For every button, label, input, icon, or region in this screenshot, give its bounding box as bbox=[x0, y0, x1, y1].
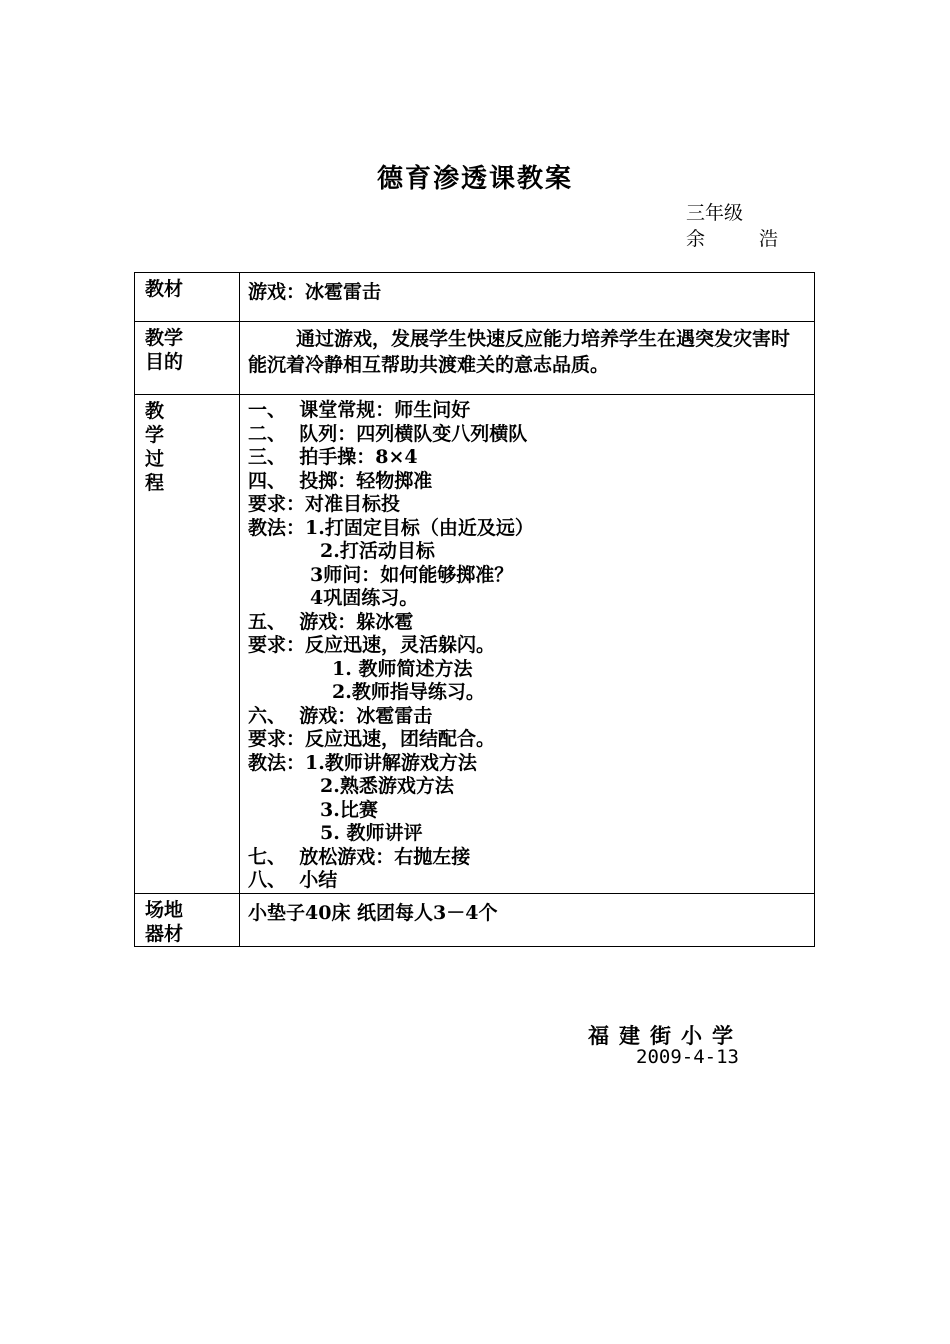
process-line: 2.熟悉游戏方法 bbox=[320, 775, 454, 797]
process-line: 四、 投掷：轻物掷准 bbox=[248, 469, 433, 492]
process-line: 一、 课堂常规：师生问好 bbox=[248, 399, 471, 421]
process-line: 要求：对准目标投 bbox=[248, 493, 401, 515]
table-row-process bbox=[135, 395, 815, 894]
equipment-label bbox=[135, 894, 240, 947]
goal-label-line-1: 教学 bbox=[145, 327, 184, 349]
goal-label-line-2: 目的 bbox=[145, 351, 184, 373]
material-value: 游戏：冰雹雷击 bbox=[240, 273, 815, 322]
process-steps bbox=[240, 395, 815, 894]
process-line: 2.打活动目标 bbox=[320, 540, 435, 562]
process-line: 3师问：如何能够掷准？ bbox=[310, 563, 514, 586]
process-line: 5. 教师讲评 bbox=[320, 822, 423, 844]
process-line: 二、 队列：四列横队变八列横队 bbox=[248, 422, 528, 445]
material-label: 教材 bbox=[135, 273, 240, 322]
process-label bbox=[135, 395, 240, 894]
document-date: 2009-4-13 bbox=[636, 1046, 739, 1068]
equipment-value: 小垫子40床 纸团每人3－4个 bbox=[240, 894, 815, 947]
equipment-label-line-1: 场地 bbox=[145, 899, 184, 921]
grade-label: 三年级 bbox=[686, 202, 744, 224]
process-line: 八、 小结 bbox=[248, 869, 338, 891]
process-line: 六、 游戏：冰雹雷击 bbox=[248, 704, 433, 727]
goal-value: 通过游戏，发展学生快速反应能力培养学生在遇突发灾害时能沉着冷静相互帮助共渡难关的意志品质。 bbox=[248, 328, 791, 376]
process-line: 三、 拍手操：8×4 bbox=[248, 446, 418, 468]
process-line: 1. 教师简述方法 bbox=[332, 657, 473, 680]
table-row-equipment bbox=[135, 894, 815, 947]
process-label-char: 学 bbox=[145, 424, 165, 446]
process-line: 七、 放松游戏：右抛左接 bbox=[248, 845, 471, 868]
process-line: 教法：1.教师讲解游戏方法 bbox=[248, 751, 477, 774]
process-line: 教法：1.打固定目标（由近及远） bbox=[248, 516, 534, 539]
process-label-char: 程 bbox=[145, 472, 165, 494]
process-line: 3.比赛 bbox=[320, 798, 378, 821]
lesson-plan-table bbox=[134, 272, 815, 947]
goal-value-cell bbox=[240, 322, 815, 395]
table-row-material bbox=[135, 273, 815, 322]
goal-label bbox=[135, 322, 240, 395]
process-line: 2.教师指导练习。 bbox=[332, 681, 485, 703]
document-title: 德育渗透课教案 bbox=[376, 164, 573, 194]
process-label-char: 教 bbox=[145, 400, 165, 422]
process-line: 五、 游戏：躲冰雹 bbox=[248, 610, 414, 633]
process-label-char: 过 bbox=[145, 448, 165, 470]
author-name: 余 浩 bbox=[686, 228, 803, 250]
table-row-goal bbox=[135, 322, 815, 395]
equipment-label-line-2: 器材 bbox=[145, 923, 184, 945]
process-line: 要求：反应迅速，团结配合。 bbox=[248, 728, 496, 750]
process-line: 要求：反应迅速，灵活躲闪。 bbox=[248, 634, 496, 656]
process-line: 4巩固练习。 bbox=[310, 587, 419, 609]
school-name: 福建街小学 bbox=[588, 1023, 743, 1048]
